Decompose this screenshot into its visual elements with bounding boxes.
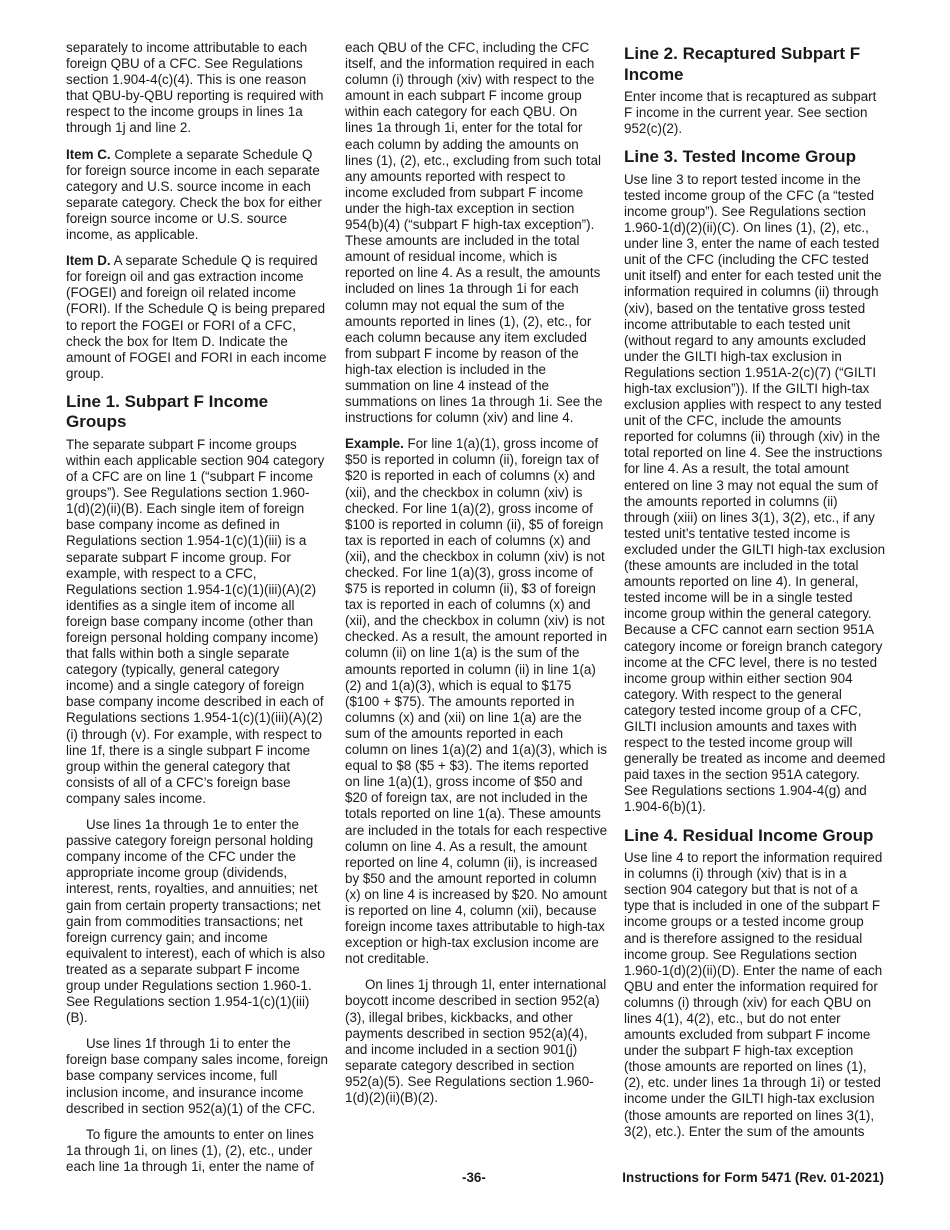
column-right bbox=[624, 40, 886, 1150]
paragraph-item-d bbox=[66, 253, 328, 382]
paragraph-item-c bbox=[66, 147, 328, 244]
heading-line-1: Line 1. Subpart F Income Groups bbox=[66, 391, 269, 432]
paragraph-intro: separately to income attributable to each foreign QBU of a CFC. See Regulations section 1.904-4(c)(4). This is one reason that QBU-by-QBU reporting is required with respect to the income groups in lines 1a through 1j and line 2. bbox=[66, 40, 324, 136]
paragraph-qbu: each QBU of the CFC, including the CFC itself, and the information required in each column (i) through (xiv) with respect to the amount in each subpart F income group within each category for each QBU. On lines 1a through 1i, enter for the total for each column by adding the amounts on lines (1), (2), etc., excluding from such total any amounts reported with respect to income excluded from subpart F income under the high-tax exception in section 954(b)(4) (“subpart F high-tax exception”). These amounts are included in the total amount of residual income, which is reported on line 4. As a result, the amounts included on lines 1a through 1i for each column may not equal the sum of the amounts reported in lines (1), (2), etc., for each column because any item excluded from subpart F income by reason of the high-tax election is included in the summation on line 4 instead of the summations on lines 1a through 1i. See the instructions for column (xiv) and line 4. bbox=[345, 40, 603, 426]
paragraph-line-1: The separate subpart F income groups within each applicable section 904 category of a CFC are on line 1 (“subpart F income groups”). See Regulations section 1.960-1(d)(2)(ii)(B). Each single item of foreign base company income as defined in Regulations section 1.954-1(c)(1)(iii) is a separate subpart F income group. For example, with respect to a CFC, Regulations section 1.954-1(c)(1)(iii)(A)(2) identifies as a single item of income all foreign base company income (other than foreign personal holding company income) that falls within both a single separate category (typically, general category income) and a single category of foreign base company income described in each of Regulations sections 1.954-1(c)(1)(iii)(A)(2)(i) through (v). For example, with respect to line 1f, there is a single subpart F income group within the general category that consists of all of a CFC’s foreign base company sales income. bbox=[66, 436, 325, 806]
page-number: -36- bbox=[462, 1170, 486, 1185]
paragraph-line-4: Use line 4 to report the information required in columns (i) through (xiv) that is in a section 904 category but that is not of a type that is included in one of the subpart F income groups or a tested income group and is therefore assigned to the residual income group. See Regulations section 1.960-1(d)(2)(ii)(D). Enter the name of each QBU and enter the information required for columns (i) through (xiv) for each QBU on lines 4(1), 4(2), etc., but do not enter amounts excluded from subpart F income under the subpart F high-tax exception (those amounts are reported on lines (1), (2), etc. under lines 1a through 1i) or tested income under the GILTI high-tax exclusion (those amounts are reported on lines 3(1), 3(2), etc.). Enter the sum of the amounts bbox=[624, 850, 883, 1139]
heading-line-3: Line 3. Tested Income Group bbox=[624, 147, 857, 167]
column-left bbox=[66, 40, 328, 1185]
heading-line-4: Line 4. Residual Income Group bbox=[624, 825, 874, 845]
form-title: Instructions for Form 5471 (Rev. 01-2021) bbox=[622, 1170, 884, 1185]
paragraph-line-2: Enter income that is recaptured as subpart F income in the current year. See section 952(c)(2). bbox=[624, 89, 877, 137]
column-middle bbox=[345, 40, 607, 1116]
item-c-lead: Item C. bbox=[66, 146, 111, 162]
page-footer bbox=[0, 1170, 950, 1190]
item-d-text: A separate Schedule Q is required for foreign oil and gas extraction income (FOGEI) and foreign oil related income (FORI). If the Schedule Q is being prepared to report the FOGEI or FORI of a CFC, check the box for Item D. Indicate the amount of FOGEI and FORI in each income group. bbox=[66, 253, 327, 381]
paragraph-lines-1f-1i: Use lines 1f through 1i to enter the foreign base company sales income, foreign base company services income, full inclusion income, and insurance income described in section 952(a)(1) of the CFC. bbox=[66, 1036, 329, 1116]
example-text: For line 1(a)(1), gross income of $50 is reported in column (ii), foreign tax of $20 is reported in each of columns (x) and (xii), and the checkbox in column (xiv) is checked. For line 1(a)(2), gross income of $100 is reported in column (ii), $5 of foreign tax is reported in each of columns (x) and (xii), and the checkbox in column (xiv) is not checked. For line 1(a)(3), gross income of $75 is reported in column (ii), $3 of foreign tax is reported in each of columns (x) and (xii), and the checkbox in column (xiv) is not checked. As a result, the amount reported in column (ii) on line 1(a) is the sum of the amounts reported in column (ii) in line 1(a)(2) and 1(a)(3), which is equal to $175 ($100 + $75). The amounts reported in columns (x) and (xii) on line 1(a) are the sum of the amounts reported in each column on lines 1(a)(2) and 1(a)(3), which is equal to $8 ($5 + $3). The items reported on line 1(a)(1), gross income of $50 and $20 of foreign tax, are not included in the totals reported on line 1(a). These amounts are included in the totals for each respective column on line 4. As a result, the amount reported on line 4, column (ii), is increased by $50 and the amount reported in column (x) on line 4 is increased by $20. No amount is reported on line 4, column (xii), because foreign income taxes attributable to high-tax exception or high-tax exclusion income are not creditable. bbox=[345, 436, 608, 967]
heading-line-2: Line 2. Recaptured Subpart F Income bbox=[624, 44, 861, 84]
paragraph-lines-1j-1l: On lines 1j through 1l, enter international boycott income described in section 952(a)(3), illegal bribes, kickbacks, and other payments described in section 952(a)(4), and income included in a section 901(j) separate category described in section 952(a)(5). See Regulations section 1.960-1(d)(2)(ii)(B)(2). bbox=[345, 977, 607, 1105]
paragraph-line-3: Use line 3 to report tested income in the tested income group of the CFC (a “tested income group”). See Regulations section 1.960-1(d)(2)(ii)(C). On lines (1), (2), etc., under line 3, enter the name of each tested unit of the CFC (including the CFC tested unit itself) and enter for each tested unit the information required in columns (ii) through (xiv), based on the tentative gross tested income attributable to each tested unit (without regard to any amounts excluded under the GILTI high-tax exclusion in Regulations section 1.951A-2(c)(7) (“GILTI high-tax exclusion”)). If the GILTI high-tax exclusion applies with respect to any tested unit of the CFC, include the amounts reported for columns (ii) through (xiv) in the total reported on line 4. See the instructions for line 4. As a result, the total amount entered on line 3 may not equal the sum of the amounts reported in columns (ii) through (xiii) on lines 3(1), 3(2), etc., if any tested unit’s tentative tested income is excluded under the GILTI high-tax exclusion (these amounts are included in the total amounts reported on line 4). In general, tested income will be in a single tested income group within the general category. Because a CFC cannot earn section 951A category income or foreign branch category income at the CFC level, there is no tested income group within either section 904 category. With respect to the general category tested income group of a CFC, GILTI inclusion amounts and taxes with respect to the tested income group will generally be treated as income and deemed paid taxes in the section 951A category. See Regulations sections 1.904-4(g) and 1.904-6(b)(1). bbox=[624, 171, 886, 815]
example-lead: Example. bbox=[345, 436, 404, 452]
paragraph-example bbox=[345, 436, 607, 967]
item-c-text: Complete a separate Schedule Q for foreign source income in each separate category and U.S. source income in each separate category. Check the box for either foreign source income or U.S. source income, as applicable. bbox=[66, 146, 322, 243]
item-d-lead: Item D. bbox=[66, 253, 111, 269]
paragraph-figure-amounts: To figure the amounts to enter on lines 1a through 1i, on lines (1), (2), etc., under each line 1a through 1i, enter the name of bbox=[66, 1126, 314, 1174]
paragraph-lines-1a-1e: Use lines 1a through 1e to enter the passive category foreign personal holding company income of the CFC under the appropriate income group (dividends, interest, rents, royalties, and annuities; net gain from certain property transactions; net gain from commodities transactions; net foreign currency gain; and income equivalent to interest), each of which is also treated as a separate subpart F income group under Regulations section 1.960-1. See Regulations section 1.954-1(c)(1)(iii)(B). bbox=[66, 817, 326, 1026]
